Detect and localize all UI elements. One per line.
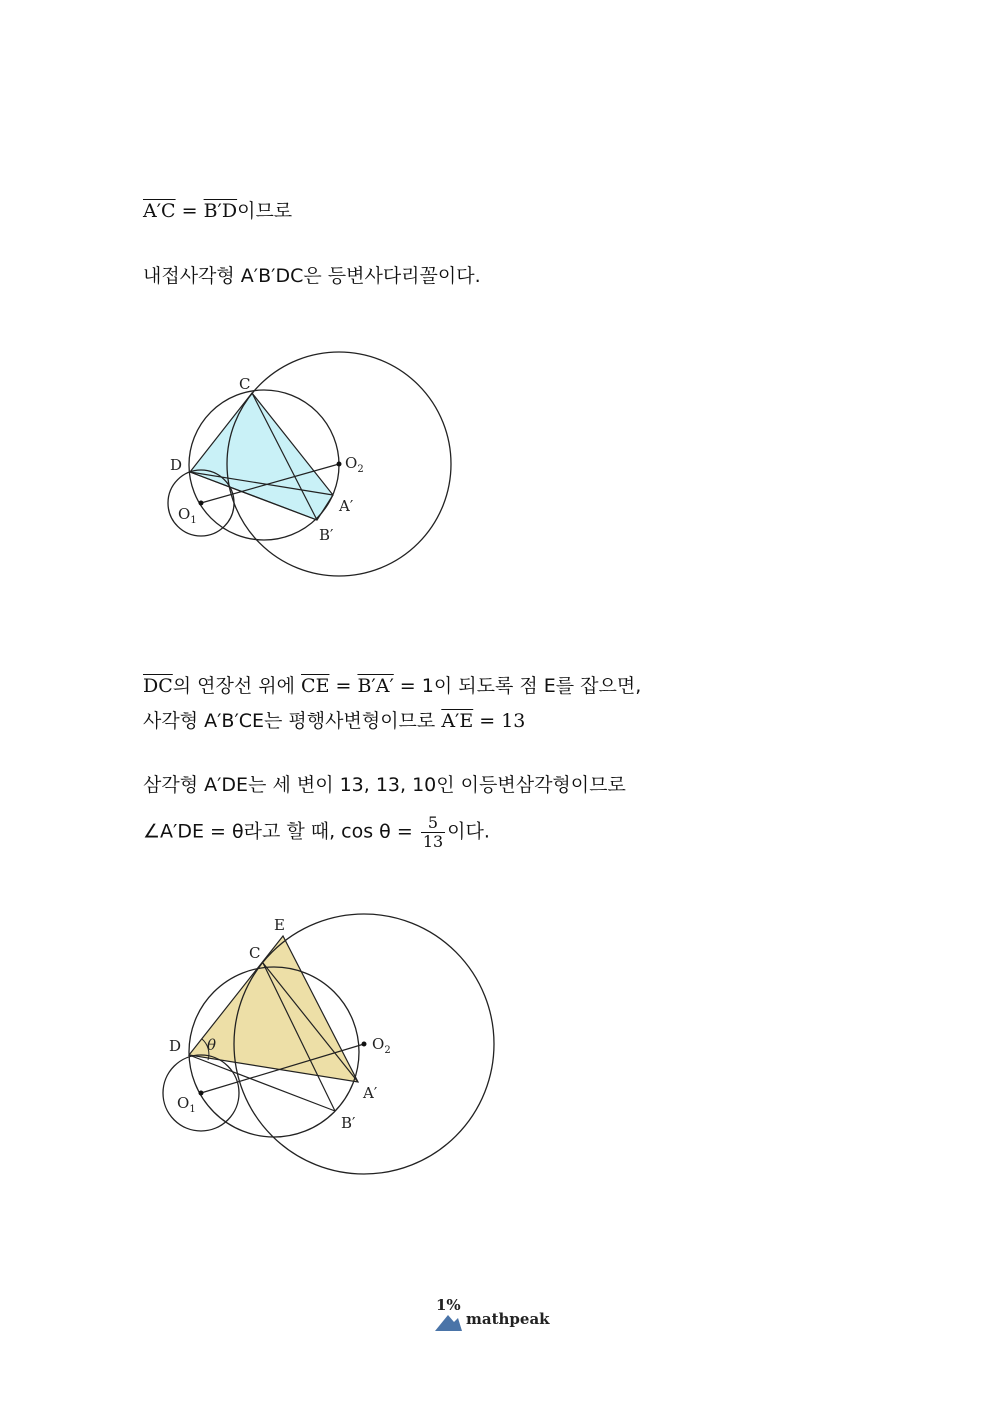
fraction-denominator: 13: [422, 832, 444, 851]
segment-bd: B′D: [203, 200, 238, 222]
equation-line-1: [143, 197, 292, 225]
label-o1: $O_1$: [178, 505, 197, 526]
label-d: D: [170, 456, 183, 474]
statement-line-3: [143, 672, 641, 700]
fraction-numerator: 5: [421, 814, 445, 833]
line6-tail: 이다.: [447, 820, 490, 843]
point-o1: [199, 501, 204, 506]
mathpeak-logo: [432, 1296, 572, 1336]
segment-ba: B′A′: [357, 675, 394, 697]
statement-line-4: [143, 707, 525, 735]
figure-2: [150, 905, 510, 1185]
equals-sign: =: [329, 675, 358, 697]
mountain-icon: [435, 1315, 462, 1331]
fraction-cos: [421, 814, 445, 851]
statement-line-2: 내접사각형 A′B′DC은 등변사다리꼴이다.: [143, 265, 481, 287]
label-e: E: [274, 916, 285, 934]
segment-ac: A′C: [143, 200, 176, 222]
triangle-ade-fill: [189, 936, 358, 1082]
line3-mid: 의 연장선 위에: [172, 675, 302, 697]
label-d: D: [169, 1037, 182, 1055]
label-b: B′: [319, 526, 334, 544]
line6-pre: ∠A′DE = θ라고 할 때, cos θ =: [143, 820, 419, 843]
point-o2: [337, 462, 342, 467]
statement-line-5: 삼각형 A′DE는 세 변이 13, 13, 10인 이등변삼각형이므로: [143, 774, 626, 796]
equals-sign: =: [175, 200, 204, 222]
label-b: B′: [341, 1114, 356, 1132]
line3-tail: = 1이 되도록 점 E를 잡으면,: [393, 675, 642, 697]
label-theta: θ: [207, 1036, 217, 1054]
label-c: C: [249, 944, 261, 962]
logo-percent: 1%: [436, 1296, 461, 1314]
line4-pre: 사각형 A′B′CE는 평행사변형이므로: [143, 710, 442, 732]
point-o2: [362, 1042, 367, 1047]
label-o2: $O_2$: [372, 1035, 391, 1056]
label-c: C: [239, 375, 251, 393]
label-a: A′: [363, 1084, 378, 1102]
logo-text: mathpeak: [466, 1310, 550, 1328]
line4-tail: = 13: [473, 710, 526, 732]
statement-line-6: [143, 814, 490, 851]
logo-mark: [432, 1296, 572, 1336]
segment-ce: $\overline{CE}$: [301, 675, 330, 697]
label-o1: $O_1$: [177, 1094, 196, 1115]
label-a: A′: [339, 497, 354, 515]
label-o2: $O_2$: [345, 454, 364, 475]
segment-dc: $\overline{DC}$: [143, 675, 173, 697]
point-o1: [199, 1091, 204, 1096]
line1-tail: 이므로: [237, 200, 293, 222]
segment-ae: A′E: [441, 710, 474, 732]
figure-1: [150, 340, 470, 590]
